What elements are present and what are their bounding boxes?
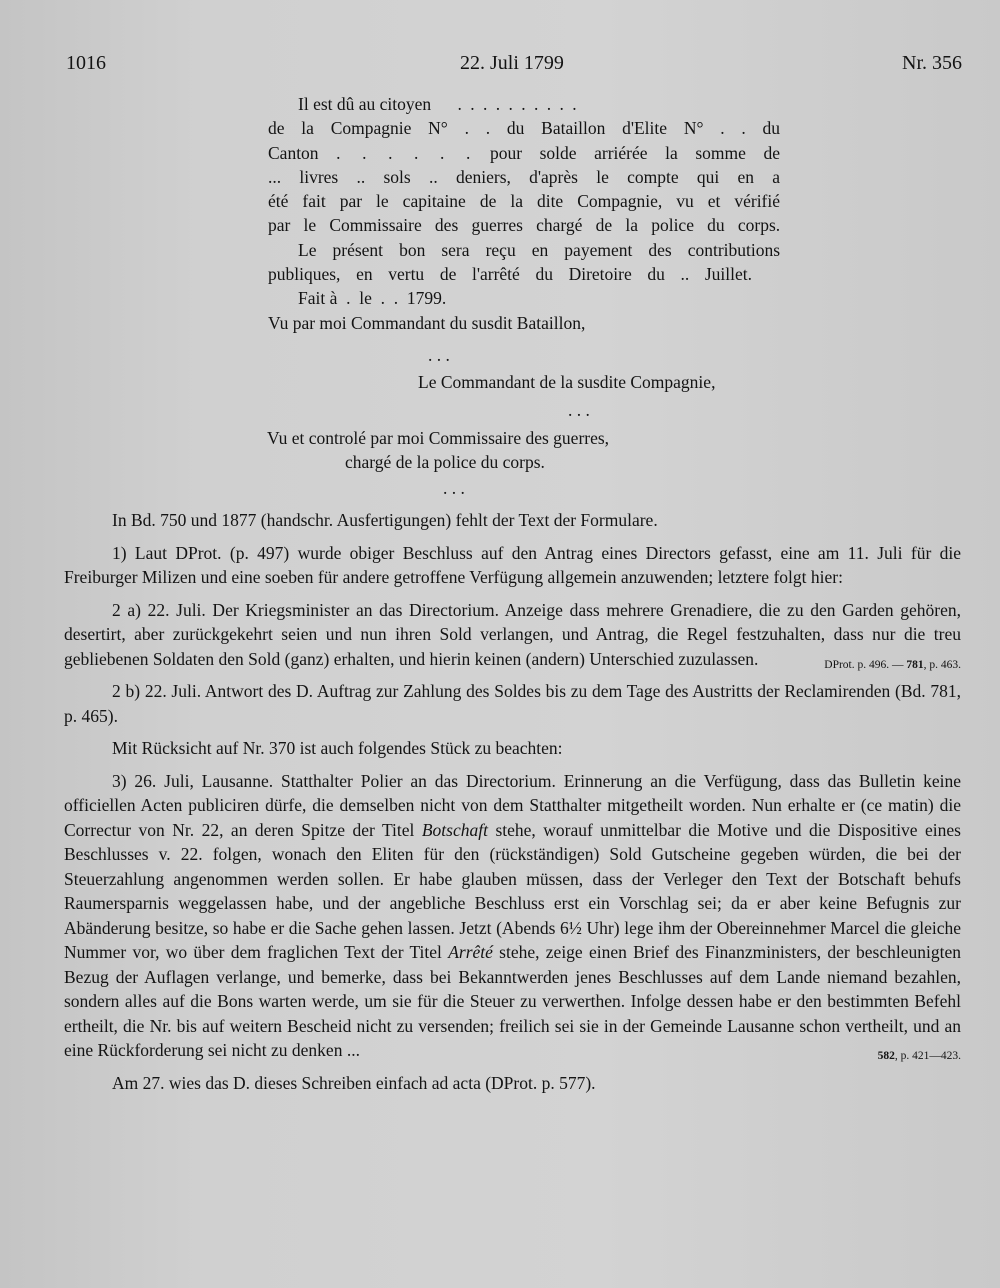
- signature-line: Le Commandant de la susdite Compagnie,: [418, 372, 716, 392]
- form-word: en: [531, 239, 549, 260]
- form-word: été: [268, 191, 289, 212]
- form-word: bon: [399, 239, 426, 260]
- reference-volume: 582: [877, 1050, 895, 1062]
- form-word: compte: [627, 166, 679, 187]
- voucher-form-text: [268, 92, 780, 335]
- form-word: sera: [441, 239, 470, 260]
- form-word: des: [648, 239, 672, 260]
- form-word: et: [707, 191, 721, 212]
- form-line: [268, 92, 780, 116]
- form-word: par: [339, 191, 363, 212]
- form-word: en: [356, 264, 373, 285]
- signature-dots: . . .: [443, 478, 465, 498]
- form-line: [268, 262, 752, 286]
- source-reference: [830, 1044, 961, 1069]
- document-number: Nr. 356: [902, 52, 962, 74]
- form-word: . .: [720, 118, 746, 139]
- form-word: Commissaire: [329, 215, 422, 236]
- form-word: Compagnie,: [577, 191, 663, 212]
- form-word: fait: [302, 191, 326, 212]
- form-word: reçu: [485, 239, 516, 260]
- form-line: [268, 213, 780, 237]
- form-line: Fait à . le . . 1799.: [298, 288, 447, 309]
- form-word: dite: [536, 191, 564, 212]
- form-word: du: [647, 264, 665, 285]
- form-word: ... livres: [268, 166, 339, 187]
- header-date: 22. Juli 1799: [460, 52, 564, 74]
- form-word: le: [303, 215, 317, 236]
- paragraph: [64, 769, 961, 1063]
- form-word: qui: [696, 166, 720, 187]
- form-word: contributions: [687, 239, 781, 260]
- form-word: le: [596, 166, 609, 187]
- reference-volume: 781: [906, 658, 924, 671]
- form-word: le: [376, 191, 389, 212]
- form-word: Diretoire: [568, 264, 632, 285]
- form-dots: . . . . . . . . . .: [457, 94, 579, 114]
- page-number: 1016: [66, 52, 106, 74]
- form-word: des: [434, 215, 459, 236]
- form-line: [268, 238, 780, 262]
- form-word: d'après: [529, 166, 578, 187]
- form-word: de: [479, 191, 497, 212]
- form-word: présent: [332, 239, 384, 260]
- commentary-text: [64, 508, 961, 1103]
- form-word: de la Compagnie N°: [268, 118, 448, 139]
- form-word: payement: [564, 239, 633, 260]
- paragraph: Am 27. wies das D. dieses Schreiben einfach ad acta (DProt. p. 577).: [112, 1072, 596, 1093]
- reference-text: , p. 421—423.: [894, 1050, 961, 1062]
- form-word: pour solde arriérée la somme de: [489, 142, 781, 163]
- form-word: publiques,: [268, 264, 341, 285]
- paragraph-text: 3) 26. Juli, Lausanne. Statthalter Polier an das Directorium. Erinnerung an die Verfügung, dass das Bulletin keine officiellen Acten publiciren dürfe, die demselben nicht von dem Statthalter mitgetheilt worden. Nun erhalte er (ce matin) die Correctur von Nr. 22, an deren Spitze der Titel: [64, 770, 961, 840]
- form-word: .. Juillet.: [680, 264, 753, 285]
- form-word: corps.: [737, 215, 781, 236]
- form-word: Canton: [268, 142, 319, 163]
- form-line: Vu par moi Commandant du susdit Bataillon,: [268, 312, 586, 333]
- signature-dots: . . .: [428, 345, 450, 365]
- paragraph: In Bd. 750 und 1877 (handschr. Ausfertigungen) fehlt der Text der Formulare.: [112, 510, 658, 530]
- italic-title: Botschaft: [421, 819, 488, 840]
- form-word: de: [595, 215, 613, 236]
- form-word: . .: [464, 118, 491, 139]
- paragraph-text: stehe, worauf unmittelbar die Motive und die Dispositive eines Beschlusses v. 22. folgen, wonach den Eliten für den (rückständigen) Sold Gutscheine gegeben würden, die bei der Steuerzahlung angenommen werden sollen. Er habe glauben müssen, dass der Verleger den Text der Botschaft behufs Raumersparnis weggelassen habe, und der angebliche Beschluss erst ein Vorschlag sei; da er aber keine Befugnis zur Abänderung besitze, so habe er die Sache gehen lassen. Jetzt (Abends 6½ Uhr) lege ihm der Obereinnehmer Marcel die gleiche Nummer vor, wo über dem fraglichen Text der Titel: [64, 819, 961, 962]
- form-line: [268, 141, 780, 165]
- paragraph: 2 b) 22. Juli. Antwort des D. Auftrag zur Zahlung des Soldes bis zu dem Tage des Austritts der Reclamirenden (Bd. 781, p. 465).: [64, 681, 961, 726]
- form-word: police: [651, 215, 694, 236]
- form-word: chargé: [536, 215, 583, 236]
- form-word: par: [268, 215, 291, 236]
- reference-text: DProt. p. 496. —: [824, 658, 907, 671]
- form-word: .. sols: [356, 166, 411, 187]
- form-word: a: [772, 166, 781, 187]
- form-word: vérifié: [734, 191, 781, 212]
- form-word: du: [535, 264, 553, 285]
- form-line: [268, 116, 780, 140]
- form-line: [268, 165, 780, 189]
- form-line: [268, 189, 780, 213]
- signature-dots: . . .: [568, 400, 590, 420]
- paragraph: [64, 598, 961, 672]
- paragraph-text: 2 a) 22. Juli. Der Kriegsminister an das Directorium. Anzeige dass mehrere Grenadiere, die zu den Garden gehören, desertirt, aber zurückgekehrt seien und nun ihren Sold verlangen, und Antrag, die Regel festzuhalten, dass nur die treu gebliebenen Soldaten den Sold (ganz) erhalten, und hierin keinen (andern) Unterschied zuzulassen.: [64, 599, 961, 669]
- signature-line: chargé de la police du corps.: [345, 452, 545, 472]
- form-word: guerres: [471, 215, 523, 236]
- form-word: en: [737, 166, 755, 187]
- source-reference: [776, 653, 961, 678]
- form-word: du Bataillon d'Elite N°: [506, 118, 704, 139]
- form-word: vu: [676, 191, 694, 212]
- form-word: Le: [298, 239, 317, 260]
- paragraph: 1) Laut DProt. (p. 497) wurde obiger Beschluss auf den Antrag eines Directors gefasst, eine am 11. Juli für die Freiburger Milizen und eine soeben für andere getroffene Verfügung allgemein anzuwenden; letztere folgt hier:: [64, 542, 961, 587]
- form-word: vertu: [388, 264, 425, 285]
- form-dots: . . . . . .: [336, 142, 473, 163]
- signature-line: Vu et controlé par moi Commissaire des guerres,: [267, 428, 610, 448]
- reference-text: , p. 463.: [923, 658, 961, 671]
- form-word: de: [439, 264, 457, 285]
- form-word: la: [510, 191, 523, 212]
- form-word: l'arrêté: [471, 264, 520, 285]
- paragraph: Mit Rücksicht auf Nr. 370 ist auch folgendes Stück zu beachten:: [112, 738, 563, 758]
- form-text: Il est dû au citoyen: [298, 94, 432, 114]
- italic-title: Arrêté: [448, 942, 493, 962]
- page-header: [66, 52, 962, 82]
- form-word: capitaine: [402, 191, 466, 212]
- form-word: du: [762, 118, 781, 139]
- form-word: .. deniers,: [428, 166, 511, 187]
- form-word: du: [707, 215, 725, 236]
- paragraph-text: stehe, zeige einen Brief des Finanzministers, der beschleunigten Bezug der Auflagen verlange, und bemerke, dass bei Bekanntwerden jenes Beschlusses auf dem Lande niemand bezahlen, sondern alles auf die Bons warten werde, um sie für die Steuer zu verwerthen. Infolge dessen habe er den bestimmten Befehl ertheilt, die Nr. bis auf weitern Bescheid nicht zu versenden; freilich sei sie in der Gemeinde Lausanne schon vertheilt, und an eine Rückforderung sei nicht zu denken ...: [64, 942, 961, 1060]
- form-word: la: [625, 215, 639, 236]
